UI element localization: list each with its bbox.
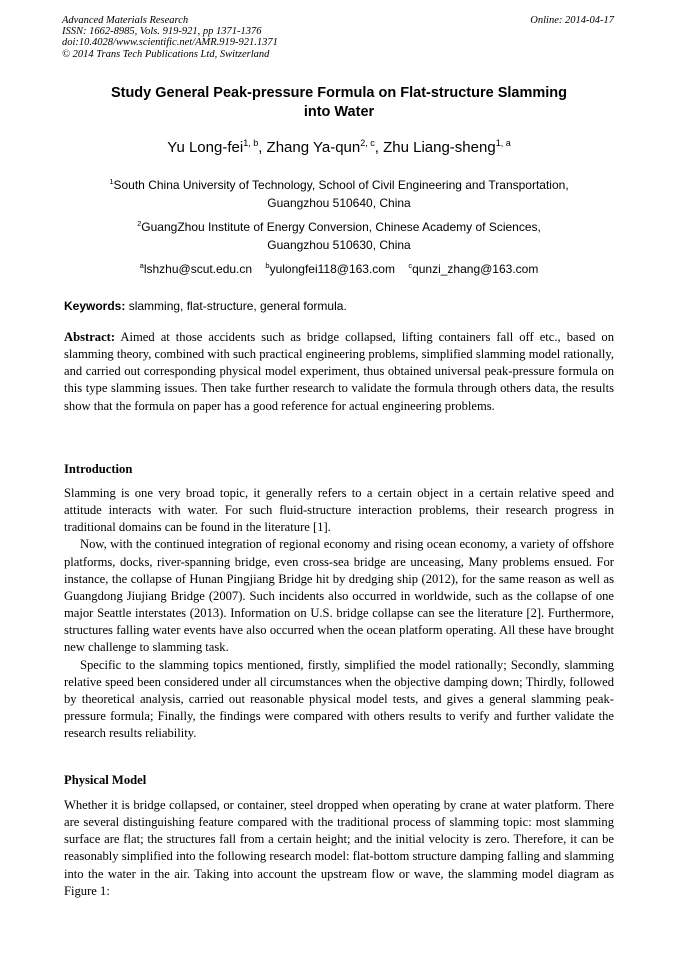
copyright-line: © 2014 Trans Tech Publications Ltd, Switzerland xyxy=(62,48,270,60)
author-list xyxy=(60,139,618,157)
keywords xyxy=(64,298,614,314)
email-superscript: c xyxy=(408,261,413,270)
issn-line: ISSN: 1662-8985, Vols. 919-921, pp 1371-1376 xyxy=(62,26,262,38)
abstract xyxy=(64,329,614,415)
title-line-2: into Water xyxy=(303,104,375,120)
abstract-text: Aimed at those accidents such as bridge collapsed, lifting containers fall off etc., based on slamming theory, combined with such practical engineering problems, simplified slamming model rationally, and carried out corresponding physical model experiment, thus obtained universal peak-pressure formula on this type slamming issues. Then take further research to validate the formula through others data, the results show that the formula on paper has a good reference for actual engineering problems. xyxy=(64,330,614,413)
affiliation-line-1: South China University of Technology, School of Civil Engineering and Transportation, xyxy=(113,178,569,192)
affiliation-superscript: 2 xyxy=(137,219,142,228)
keywords-label: Keywords: xyxy=(64,299,126,313)
journal-meta xyxy=(62,15,278,60)
online-date: Online: 2014-04-17 xyxy=(530,15,614,26)
email-superscript: b xyxy=(265,261,270,270)
journal-name: Advanced Materials Research xyxy=(62,15,189,26)
affiliation-2 xyxy=(60,218,618,254)
author-superscript: 1, a xyxy=(495,138,511,148)
abstract-label: Abstract: xyxy=(64,330,116,344)
email-entry xyxy=(265,262,395,276)
author-name: Zhang Ya-qun xyxy=(266,139,361,156)
email-entry xyxy=(140,262,252,276)
paper-title xyxy=(60,84,618,122)
affiliation-line-2: Guangzhou 510640, China xyxy=(267,196,411,210)
author-name: Yu Long-fei xyxy=(167,139,244,156)
paragraph: Slamming is one very broad topic, it generally refers to a certain object in a certain relative speed and attitude interacts with water. For such fluid-structure interaction problems, their research progress in traditional domains can be found in the literature [1]. xyxy=(64,486,614,535)
email-address: lshzhu@scut.edu.cn xyxy=(143,262,253,276)
paragraph: Specific to the slamming topics mentioned, firstly, simplified the model rationally; Secondly, slamming relative speed been considered under all circumstances when the objective damping down; Thirdly, followed by theoretical analysis, carried out reasonable physical model tests, and gives a general slamming peak-pressure formula; Finally, the findings were compared with others results to verify and further validate the research results reliability. xyxy=(64,657,614,741)
section-heading-introduction: Introduction xyxy=(64,462,133,476)
email-address: yulongfei118@163.com xyxy=(269,262,395,276)
paragraph: Whether it is bridge collapsed, or container, steel dropped when operating by crane at water platform. There are several distinguishing feature compared with the traditional process of slamming topic: most slamming surface are flat; the structures fall from a certain height; and the initial velocity is zero. Therefore, it can be reasonably simplified into the following research model: flat-bottom structure damping falling and slamming into the water in the air. Taking into account the upstream flow or wave, the slamming model diagram as Figure 1: xyxy=(64,798,614,898)
affiliation-line-1: GuangZhou Institute of Energy Conversion, Chinese Academy of Sciences, xyxy=(141,220,541,234)
author-superscript: 1, b xyxy=(243,138,259,148)
paragraph: Now, with the continued integration of regional economy and rising ocean economy, a variety of offshore platforms, docks, river-spanning bridge, even cross-sea bridge are unceasing, Many problems ensued. For instance, the collapse of Hunan Pingjiang Bridge hit by dredging ship (2012), for the same reason as well as Guangdong Jiujiang Bridge (2007). Such incidents also occurred in worldwide, such as the collapse of one major Seattle interstates (2013). Information on U.S. bridge collapse can see the literature [2]. Furthermore, structures falling water events have also occurred when the ocean platform operating. All these have brought new challenge to slamming task. xyxy=(64,537,614,655)
email-entry xyxy=(408,262,538,276)
author-superscript: 2, c xyxy=(360,138,375,148)
author-name: Zhu Liang-sheng xyxy=(383,139,496,156)
affiliation-line-2: Guangzhou 510630, China xyxy=(267,238,411,252)
email-superscript: a xyxy=(139,261,144,270)
title-line-1: Study General Peak-pressure Formula on Flat-structure Slamming xyxy=(110,85,568,101)
affiliation-superscript: 1 xyxy=(109,177,114,186)
keywords-text: slamming, flat-structure, general formula. xyxy=(125,299,347,313)
introduction-body xyxy=(64,485,614,742)
physical-model-body xyxy=(64,797,614,900)
email-address: qunzi_zhang@163.com xyxy=(412,262,539,276)
author-separator: , xyxy=(258,139,267,156)
author-separator: , xyxy=(374,139,384,156)
email-list xyxy=(60,260,618,278)
affiliation-1 xyxy=(60,176,618,212)
doi-line: doi:10.4028/www.scientific.net/AMR.919-921.1371 xyxy=(62,37,278,49)
section-heading-physical-model: Physical Model xyxy=(64,773,147,787)
